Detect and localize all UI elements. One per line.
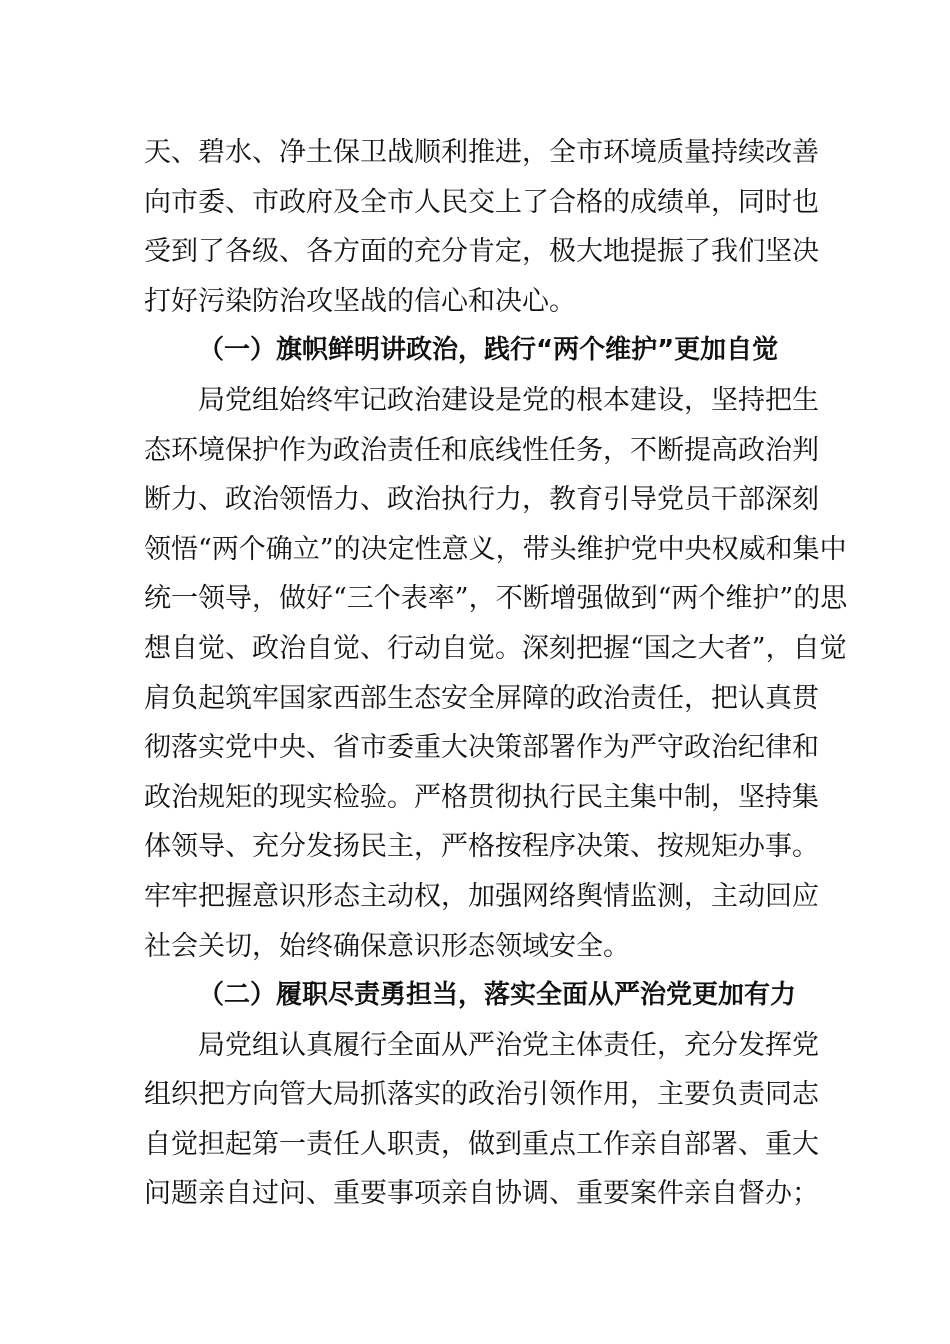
paragraph-line: 天、碧水、净土保卫战顺利推进，全市环境质量持续改善 — [144, 137, 819, 168]
paragraph-line: 断力、政治领悟力、政治执行力，教育引导党员干部深刻 — [144, 484, 819, 516]
paragraph-line: 自觉担起第一责任人职责，做到重点工作亲自部署、重大 — [144, 1128, 819, 1160]
paragraph-line: 领悟“两个确立”的决定性意义，带头维护党中央权威和集中 — [144, 533, 847, 565]
paragraph-line: 组织把方向管大局抓落实的政治引领作用，主要负责同志 — [144, 1079, 819, 1111]
paragraph-line: 想自觉、政治自觉、行动自觉。深刻把握“国之大者”，自觉 — [144, 632, 847, 664]
document-body — [144, 128, 848, 1219]
paragraph-line: 统一领导，做好“三个表率”，不断增强做到“两个维护”的思 — [144, 583, 848, 615]
paragraph-line: 牢牢把握意识形态主动权，加强网络舆情监测，主动回应 — [144, 880, 819, 912]
paragraph-line: 社会关切，始终确保意识形态领域安全。 — [144, 930, 630, 962]
section-heading-1: （一）旗帜鲜明讲政治，践行“两个维护”更加自觉 — [198, 335, 779, 366]
paragraph-line: 态环境保护作为政治责任和底线性任务，不断提高政治判 — [144, 434, 819, 466]
section-heading-2: （二）履职尽责勇担当，落实全面从严治党更加有力 — [198, 980, 797, 1011]
paragraph-line: 局党组始终牢记政治建设是党的根本建设，坚持把生 — [198, 384, 819, 416]
paragraph-line: 向市委、市政府及全市人民交上了合格的成绩单，同时也 — [144, 186, 819, 218]
paragraph-line: 受到了各级、各方面的充分肯定，极大地提振了我们坚决 — [144, 236, 819, 268]
paragraph-line: 肩负起筑牢国家西部生态安全屏障的政治责任，把认真贯 — [144, 682, 819, 714]
paragraph-line: 问题亲自过问、重要事项亲自协调、重要案件亲自督办； — [144, 1178, 819, 1210]
paragraph-line: 局党组认真履行全面从严治党主体责任，充分发挥党 — [198, 1029, 819, 1061]
paragraph-line: 政治规矩的现实检验。严格贯彻执行民主集中制，坚持集 — [144, 781, 819, 813]
paragraph-line: 体领导、充分发扬民主，严格按程序决策、按规矩办事。 — [144, 831, 819, 863]
paragraph-line: 打好污染防治攻坚战的信心和决心。 — [144, 285, 576, 317]
paragraph-line: 彻落实党中央、省市委重大决策部署作为严守政治纪律和 — [144, 732, 819, 764]
